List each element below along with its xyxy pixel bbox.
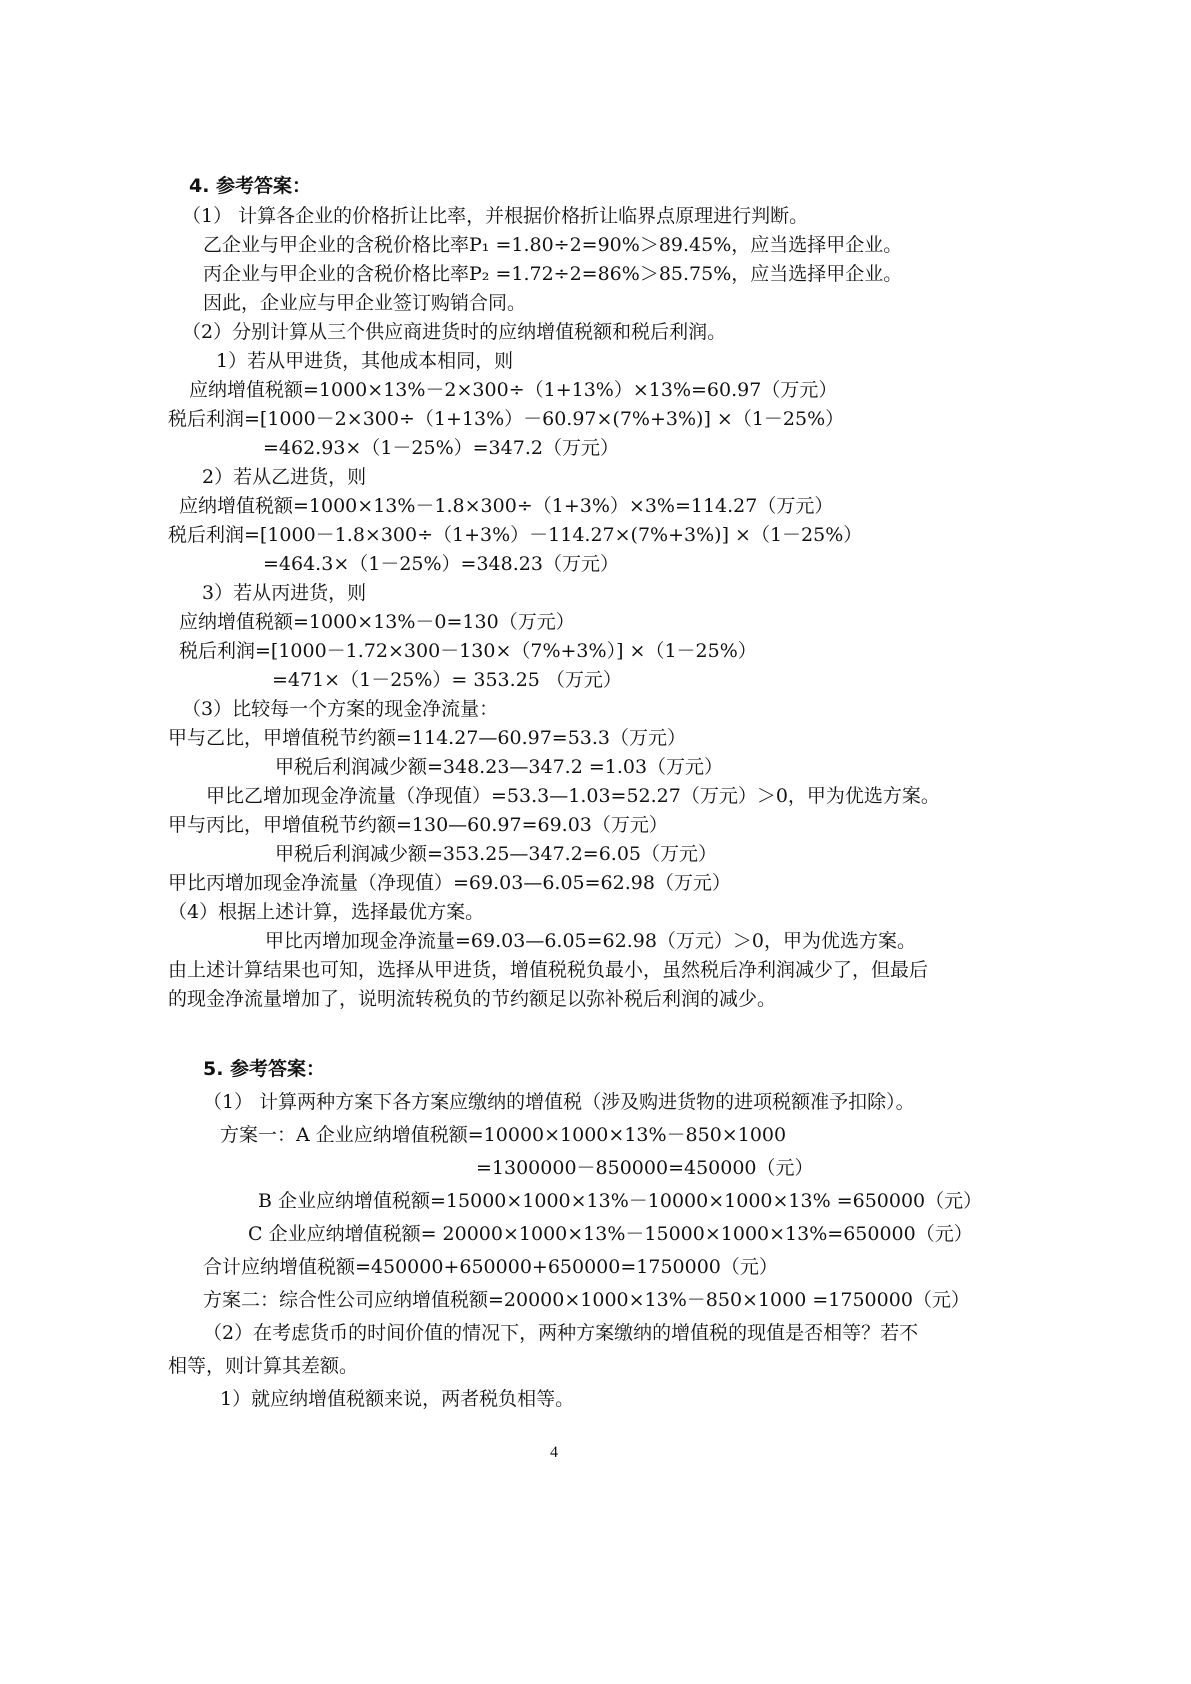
s5-line-10: 1）就应纳增值税额来说，两者税负相等。 (220, 1388, 575, 1410)
s4-line-21: 甲比乙增加现金净流量（净现值）=53.3—1.03=52.27（万元）＞0，甲为优选方案。 (206, 785, 940, 807)
s5-line-3: =1300000－850000=450000（元） (476, 1157, 814, 1179)
s4-line-26: 甲比丙增加现金净流量=69.03—6.05=62.98（万元）＞0，甲为优选方案。 (265, 930, 917, 952)
s4-line-8: 税后利润=[1000－2×300÷（1+13%）－60.97×(7%+3%)] ×（1－25%） (168, 408, 845, 430)
s4-line-12: 税后利润=[1000－1.8×300÷（1+3%）－114.27×(7%+3%)] ×（1－25%） (168, 524, 863, 546)
section-5-heading: 5. 参考答案： (203, 1058, 326, 1080)
s4-line-23: 甲税后利润减少额=353.25—347.2=6.05（万元） (275, 843, 718, 865)
page-number: 4 (550, 1444, 558, 1461)
s4-line-3: 丙企业与甲企业的含税价格比率P₂ =1.72÷2=86%＞85.75%，应当选择甲企业。 (203, 263, 903, 285)
s4-line-1: （1） 计算各企业的价格折让比率，并根据价格折让临界点原理进行判断。 (182, 205, 809, 227)
s5-line-7: 方案二：综合性公司应纳增值税额=20000×1000×13%－850×1000 =1750000（元） (203, 1289, 970, 1311)
s4-line-5: （2）分别计算从三个供应商进货时的应纳增值税额和税后利润。 (182, 321, 727, 343)
s4-line-17: =471×（1－25%）= 353.25 （万元） (272, 669, 622, 691)
s4-line-28: 的现金净流量增加了，说明流转税负的节约额足以弥补税后利润的减少。 (168, 988, 777, 1010)
section-4-heading: 4. 参考答案： (189, 175, 312, 197)
s4-line-13: =464.3×（1－25%）=348.23（万元） (263, 553, 619, 575)
s5-line-9: 相等，则计算其差额。 (168, 1355, 359, 1377)
s4-line-4: 因此，企业应与甲企业签订购销合同。 (203, 292, 527, 314)
s4-line-11: 应纳增值税额=1000×13%－1.8×300÷（1+3%）×3%=114.27（万元） (179, 495, 834, 517)
s4-line-9: =462.93×（1－25%）=347.2（万元） (263, 437, 619, 459)
s4-line-25: （4）根据上述计算，选择最优方案。 (168, 901, 485, 923)
s4-line-2: 乙企业与甲企业的含税价格比率P₁ =1.80÷2=90%＞89.45%，应当选择甲企业。 (203, 234, 903, 256)
s5-line-2: 方案一：A 企业应纳增值税额=10000×1000×13%－850×1000 (220, 1124, 787, 1146)
s4-line-24: 甲比丙增加现金净流量（净现值）=69.03—6.05=62.98（万元） (168, 872, 731, 894)
s4-line-7: 应纳增值税额=1000×13%－2×300÷（1+13%）×13%=60.97（万元） (189, 379, 838, 401)
s4-line-10: 2）若从乙进货，则 (202, 466, 367, 488)
s5-line-6: 合计应纳增值税额=450000+650000+650000=1750000（元） (203, 1256, 778, 1278)
s4-line-18: （3）比较每一个方案的现金净流量： (182, 698, 499, 720)
s4-line-22: 甲与丙比，甲增值税节约额=130—60.97=69.03（万元） (168, 814, 668, 836)
s4-line-16: 税后利润=[1000－1.72×300－130×（7%+3%）] ×（1－25%） (179, 640, 757, 662)
s4-line-14: 3）若从丙进货，则 (202, 582, 367, 604)
s4-line-27: 由上述计算结果也可知，选择从甲进货，增值税税负最小，虽然税后净利润减少了，但最后 (168, 959, 929, 981)
s5-line-1: （1） 计算两种方案下各方案应缴纳的增值税（涉及购进货物的进项税额准予扣除）。 (203, 1091, 915, 1113)
s5-line-5: C 企业应纳增值税额= 20000×1000×13%－15000×1000×13%=650000（元） (248, 1223, 973, 1245)
s5-line-4: B 企业应纳增值税额=15000×1000×13%－10000×1000×13% =650000（元） (258, 1190, 983, 1212)
s4-line-20: 甲税后利润减少额=348.23—347.2 =1.03（万元） (275, 756, 724, 778)
s4-line-19: 甲与乙比，甲增值税节约额=114.27—60.97=53.3（万元） (168, 727, 687, 749)
s4-line-15: 应纳增值税额=1000×13%－0=130（万元） (179, 611, 575, 633)
s4-line-6: 1）若从甲进货，其他成本相同，则 (216, 350, 514, 372)
s5-line-8: （2）在考虑货币的时间价值的情况下，两种方案缴纳的增值税的现值是否相等？若不 (203, 1322, 919, 1344)
